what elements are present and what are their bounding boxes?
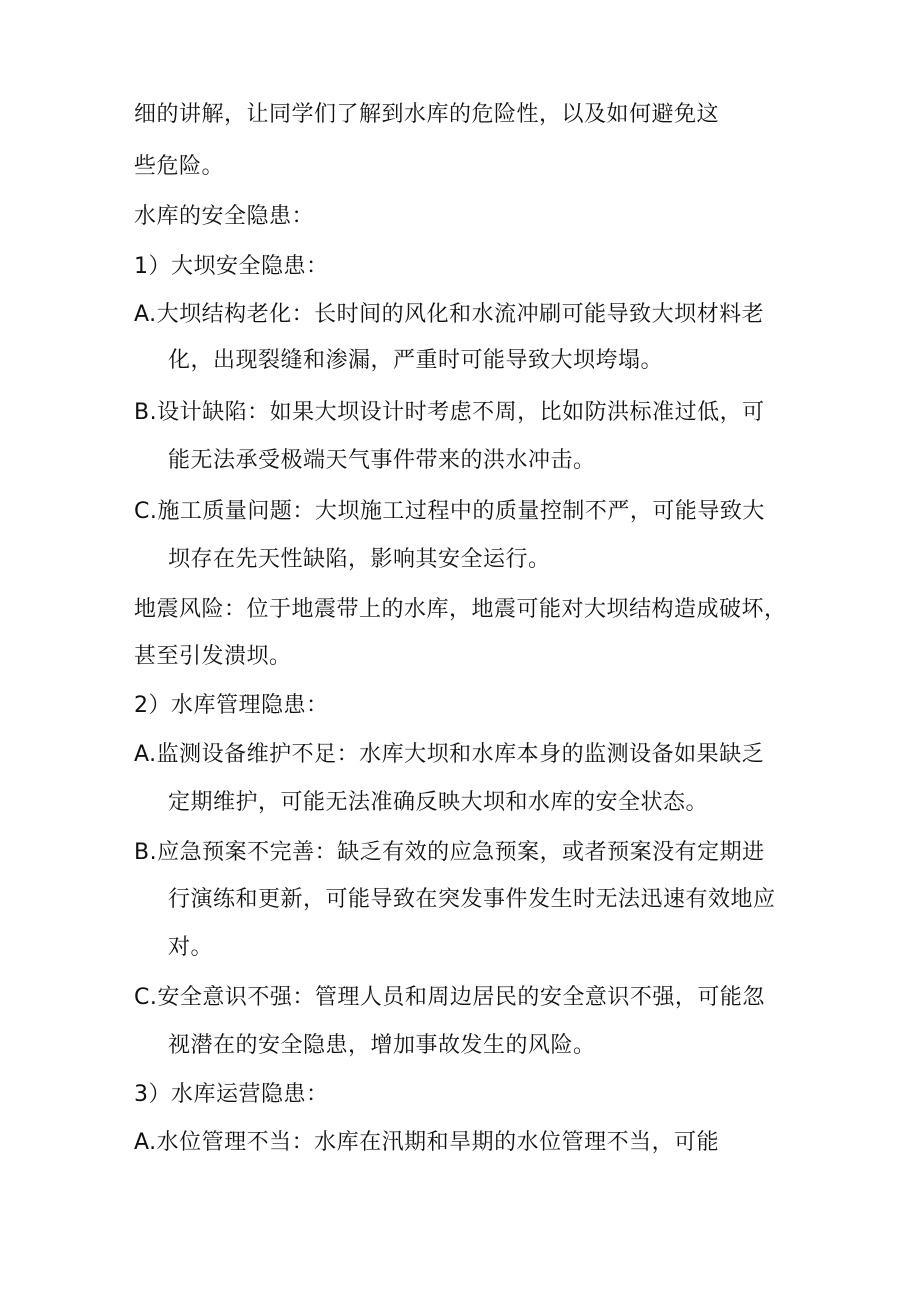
section-heading: 水库的安全隐患： xyxy=(134,204,315,229)
list-item-continuation: 能无法承受极端天气事件带来的洪水冲击。 xyxy=(168,448,596,473)
list-item: B.设计缺陷：如果大坝设计时考虑不周，比如防洪标准过低，可 xyxy=(134,400,765,425)
list-item: C.施工质量问题：大坝施工过程中的质量控制不严，可能导致大 xyxy=(134,499,765,524)
list-item: A.大坝结构老化：长时间的风化和水流冲刷可能导致大坝材料老 xyxy=(134,302,765,327)
paragraph-line: 细的讲解，让同学们了解到水库的危险性，以及如何避免这 xyxy=(134,102,720,127)
list-item-continuation: 化，出现裂缝和渗漏，严重时可能导致大坝垮塌。 xyxy=(168,348,664,373)
list-item-continuation: 定期维护，可能无法准确反映大坝和水库的安全状态。 xyxy=(168,790,709,815)
list-item: C.安全意识不强：管理人员和周边居民的安全意识不强，可能忽 xyxy=(134,985,765,1010)
subsection-heading: 2）水库管理隐患： xyxy=(134,693,329,718)
subsection-heading: 1）大坝安全隐患： xyxy=(134,254,329,279)
list-item: B.应急预案不完善：缺乏有效的应急预案，或者预案没有定期进 xyxy=(134,840,765,865)
paragraph-line: 些危险。 xyxy=(134,154,225,179)
paragraph-line: 甚至引发溃坝。 xyxy=(134,644,292,669)
list-item: A.水位管理不当：水库在汛期和旱期的水位管理不当，可能 xyxy=(134,1130,720,1155)
list-item-continuation: 坝存在先天性缺陷，影响其安全运行。 xyxy=(168,547,551,572)
list-item-continuation: 视潜在的安全隐患，增加事故发生的风险。 xyxy=(168,1033,596,1058)
paragraph-line: 地震风险：位于地震带上的水库，地震可能对大坝结构造成破坏， xyxy=(134,597,787,622)
list-item: A.监测设备维护不足：水库大坝和水库本身的监测设备如果缺乏 xyxy=(134,742,765,767)
list-item-continuation: 对。 xyxy=(168,935,214,960)
list-item-continuation: 行演练和更新，可能导致在突发事件发生时无法迅速有效地应 xyxy=(168,887,776,912)
subsection-heading: 3）水库运营隐患： xyxy=(134,1082,329,1107)
